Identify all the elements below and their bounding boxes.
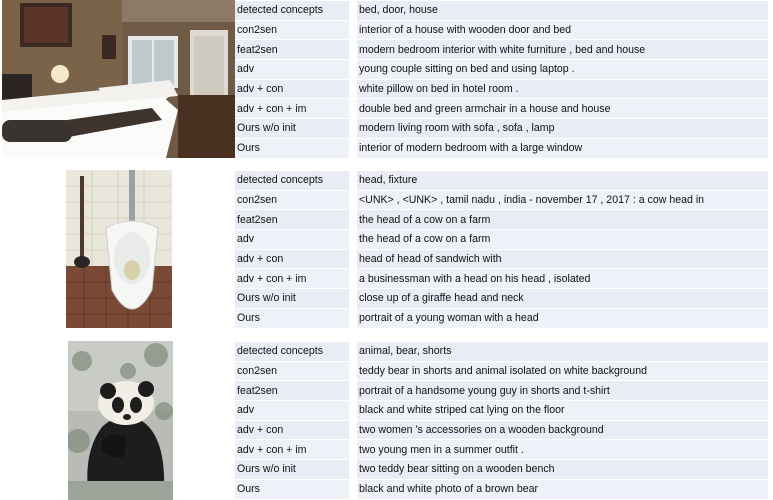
method-cell: adv + con + im [235,269,349,288]
output-cell: the head of a cow on a farm [357,230,768,249]
method-cell: con2sen [235,191,349,210]
method-cell: Ours [235,309,349,328]
method-cell: Ours w/o init [235,119,349,138]
output-cell: two teddy bear sitting on a wooden bench [357,460,768,479]
output-cell: head of head of sandwich with [357,250,768,269]
table-row [235,119,768,138]
table-row [235,289,768,308]
table-row [235,362,768,381]
output-cell: modern living room with sofa , sofa , lamp [357,119,768,138]
method-cell: con2sen [235,362,349,381]
method-cell: adv + con [235,421,349,440]
method-cell: Ours [235,480,349,499]
output-cell: close up of a giraffe head and neck [357,289,768,308]
table-row [235,210,768,229]
method-cell: detected concepts [235,1,349,20]
panda-photo [68,341,173,500]
output-cell: young couple sitting on bed and using laptop . [357,60,768,79]
method-cell: detected concepts [235,342,349,361]
method-cell: adv [235,60,349,79]
method-cell: adv + con + im [235,99,349,118]
table-row [235,342,768,361]
output-cell: <UNK> , <UNK> , tamil nadu , india - november 17 , 2017 : a cow head in [357,191,768,210]
table-row [235,40,768,59]
output-cell: double bed and green armchair in a house and house [357,99,768,118]
example-block-3 [0,341,773,500]
output-cell: teddy bear in shorts and animal isolated on white background [357,362,768,381]
table-row [235,480,768,499]
output-cell: bed, door, house [357,1,768,20]
example-block-1 [0,0,773,158]
output-cell: two young men in a summer outfit . [357,440,768,459]
toilet-photo [66,170,172,328]
output-cell: modern bedroom interior with white furniture , bed and house [357,40,768,59]
method-cell: Ours w/o init [235,289,349,308]
method-cell: feat2sen [235,381,349,400]
output-cell: the head of a cow on a farm [357,210,768,229]
output-cell: a businessman with a head on his head , isolated [357,269,768,288]
output-cell: portrait of a handsome young guy in shorts and t-shirt [357,381,768,400]
table-row [235,99,768,118]
table-row [235,139,768,158]
output-cell: two women 's accessories on a wooden background [357,421,768,440]
method-cell: adv + con [235,250,349,269]
output-cell: interior of a house with wooden door and bed [357,21,768,40]
table-row [235,440,768,459]
output-cell: white pillow on bed in hotel room . [357,80,768,99]
method-cell: Ours [235,139,349,158]
table-row [235,421,768,440]
output-cell: black and white photo of a brown bear [357,480,768,499]
results-table-3 [235,341,768,500]
method-cell: con2sen [235,21,349,40]
table-row [235,191,768,210]
table-row [235,230,768,249]
output-cell: head, fixture [357,171,768,190]
output-cell: interior of modern bedroom with a large window [357,139,768,158]
method-cell: adv [235,230,349,249]
method-cell: detected concepts [235,171,349,190]
method-cell: adv + con + im [235,440,349,459]
results-table-2 [235,170,768,329]
table-row [235,401,768,420]
table-row [235,250,768,269]
results-table-1 [235,0,768,159]
method-cell: adv + con [235,80,349,99]
table-row [235,21,768,40]
table-row [235,381,768,400]
table-row [235,309,768,328]
table-row [235,80,768,99]
method-cell: adv [235,401,349,420]
table-row [235,1,768,20]
output-cell: portrait of a young woman with a head [357,309,768,328]
method-cell: Ours w/o init [235,460,349,479]
table-row [235,460,768,479]
output-cell: black and white striped cat lying on the floor [357,401,768,420]
table-row [235,171,768,190]
method-cell: feat2sen [235,40,349,59]
example-block-2 [0,170,773,328]
bedroom-photo [2,0,235,158]
table-row [235,60,768,79]
output-cell: animal, bear, shorts [357,342,768,361]
table-row [235,269,768,288]
method-cell: feat2sen [235,210,349,229]
